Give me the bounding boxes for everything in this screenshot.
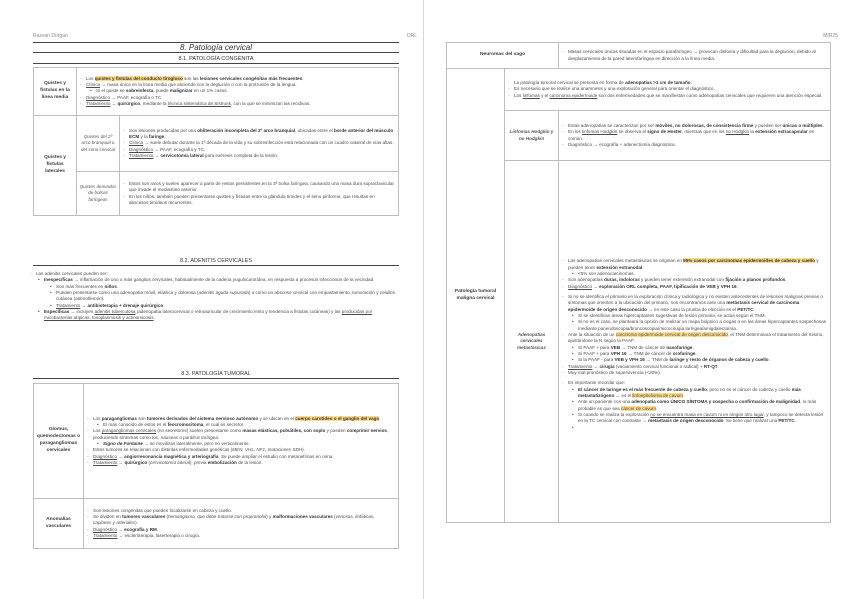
- list-item: - Masas cervicales únicas situadas en el espacio parafaríngeo → provocan disfonía y dificultad para la deglución, debido al desplazamiento de la pared laterofaríngea en dirección a la línea media.: [562, 49, 826, 62]
- list-item: - Clínica → masa única en la línea media que asciende con la deglución o con la protrusión de la lengua. • Si el quiste se sobreinfecta, puede malignizar en un 1% casos.: [80, 82, 394, 95]
- table-row: [447, 69, 831, 111]
- list-item: • Signo de Fontaine → se movilizan lateralmente, pero no verticalmente.: [97, 441, 394, 447]
- list-item: - Se dividen en tumores vasculares (hemangioma, que debe tratarse con propranolol) y malformaciones vasculares (venosas, linfáticas, capilares y arteriales).: [87, 514, 394, 527]
- list-item: - Los paragangliomas cervicales (no secretores) suelen presentarse como masas elásticas, pulsátiles, con soplo y pueden comprimir nervios, produciendo síntomas como tos, náuseas o parálisis laríngea. • Signo de Fontaine → se movilizan lateralmente, pero no verticalmente.: [87, 428, 394, 447]
- row-content: [84, 384, 399, 499]
- list-item: • Ante un paciente con una adenopatía como ÚNICO SÍNTOMA y sospecha o confirmación de malignidad, lo más probable es que sea cáncer de cavum.: [572, 399, 826, 412]
- table-row: [447, 161, 831, 523]
- table-row: [34, 116, 399, 172]
- row-label: Anomalías vasculares: [34, 499, 84, 549]
- list-item: • Si PAAF + para VPH 16 → TNM de cáncer de orofaringe.: [572, 351, 826, 357]
- row-content: [120, 116, 399, 172]
- list-item: - Es necesario que se realice una anamnesis y una exploración general para orientar el diagnóstico.: [508, 86, 826, 92]
- list-item: • El cáncer de laringe es el más frecuente de cabeza y cuello, pero no es el cáncer de cabeza y cuello más metastatizógeno → es el linfoepitelioma de cavum.: [572, 387, 826, 400]
- row-content: [559, 111, 831, 161]
- list-item: • Si cuando se realiza la exploración no se encuentra masa en cavum ni en ningún otro lugar, y tampoco se detecta lesión en la TC cervical con contraste → metástasis de origen desconocido. Se tiene que realizar una PET/TC.: [572, 412, 826, 425]
- table-row: [34, 384, 399, 499]
- list-item: - En los linfomas Hodgkin se observa el signo de Hoster, mientras que en los no Hodgkin la extensión extracapsular es común.: [562, 129, 826, 142]
- right-page: [424, 0, 848, 599]
- list-item: - Tratamiento → cirugía (vaciamiento cervical funcional o radical) + RT-QT.: [562, 364, 826, 370]
- table-maligna: [446, 42, 831, 523]
- brand-label: MIR25: [823, 33, 838, 39]
- row-label: Glomus, quemodectomas o paragangliomas cervicales: [34, 384, 84, 499]
- list-item: - Tratamiento → quirúrgico, mediante la técnica sistemática de Sistrunk, con la que se minimizan las recidivas.: [80, 101, 394, 107]
- row-content: [84, 499, 399, 549]
- list-item: - Estos son raros y suelen aparecer a partir de restos persistentes en la 3ª bolsa faríngea, causando una masa dura supraclavicular que invade el mediastino anterior.: [123, 181, 394, 194]
- list-item: - Si no se identifica el primario en la exploración clínica y radiológica y no existen antecedentes de lesiones malignas previas o síntomas que orienten a la ubicación del primario, nos encontramos ante una metástasis cervical de carcinoma epidermoide de origen desconocido → en este caso la prueba de elección es el PET/TC. • Si se identifican áreas hipercaptantes sugestivas de lesión primaria, se actúa según el TNM. • Si no es el caso, se planteará la opción de realizar un mapa biópsico a ciegas o en las áreas hipercaptantes sospechosas mediante panendoscopia/broncoscopia/microcirugía laríngea/amigdalectomía.: [562, 294, 826, 332]
- row-content: [120, 172, 399, 216]
- row-content: [559, 161, 831, 523]
- list-item: - Las adenitis cervicales pueden ser:: [30, 271, 400, 277]
- list-item: - Diagnóstico → ecografía y RM.: [87, 527, 394, 533]
- list-item: - Son lesiones producidas por una obliteración incompleta del 2º arco branquial, ubicadas entre el borde anterior del músculo ECM y la faringe.: [123, 128, 394, 141]
- list-item: - Diagnóstico → ecografía + adenectomía diagnóstica.: [562, 142, 826, 148]
- list-item: - Son lesiones congénitas que pueden localizarse en cabeza y cuello.: [87, 508, 394, 514]
- row-content: [77, 68, 399, 116]
- list-item: - Diagnóstico → PAAF, ecografía o TC.: [80, 95, 394, 101]
- list-item: - Estos tumores se relacionan con distintas enfermedades genéticas (MEN, VHL, NF1, mutaciones SDH).: [87, 447, 394, 453]
- list-item: - Es importante recordar que: • El cáncer de laringe es el más frecuente de cabeza y cuello, pero no es el cáncer de cabeza y cuello más metastatizógeno → es el linfoepitelioma de cavum. • Ante un paciente con una adenopatía como ÚNICO SÍNTOMA y sospecha o confirmación de malignidad, lo más probable es que sea cáncer de cavum. • Si cuando se realiza la exploración no se encuentra masa en cavum ni en ningún otro lugar, y tampoco se detecta lesión en la TC cervical con contraste → metástasis de origen desconocido. Se tiene que realizar una PET/TC.: [562, 380, 826, 424]
- list-item: - Tratamiento → quirúrgico (cervicotomía lateral), previa embolización de la lesión.: [87, 460, 394, 466]
- row-content: [559, 43, 831, 69]
- list-item: - Muy mal pronóstico de supervivencia (<20%).: [562, 370, 826, 376]
- topic-label: ORL: [406, 33, 417, 39]
- list-item: • Si la PAAF - para VEB y VPH 16 → TNM de laringe y resto de órganos de cabeza y cuello.: [572, 357, 826, 363]
- list-item: - Estas adenopatías se caracterizan por ser móviles, no dolorosas, de consistencia firme y pueden ser únicas o múltiples.: [562, 123, 826, 129]
- list-item: • Pueden presentarse como una adenopatía móvil, elástica y dolorosa (adenitis aguda supurada) o como un absceso cervical con empastamiento, tumoración y celulitis cutánea (adenoflemón).: [50, 290, 400, 303]
- list-item: - Los paragangliomas son tumores derivados del sistema nervioso autónomo y se ubican en el cuerpo carotídeo o el ganglio del vago. • El más conocido de estos es el feocromocitoma, el cual es secretor.: [87, 416, 394, 429]
- list-item: - Diagnóstico → angiorresonancia magnética y arteriografía. Se puede ampliar el estudio con metanefrinas en orina.: [87, 454, 394, 460]
- list-item: • El más conocido de estos es el feocromocitoma, el cual es secretor.: [97, 422, 394, 428]
- row-label: Patología tumoral maligna cervical: [447, 69, 505, 523]
- table-row: [34, 499, 399, 549]
- row-sublabel: Quistes derivados de bolsas faríngeas: [77, 172, 120, 216]
- list-item: • Son más frecuentes en niños.: [50, 284, 400, 290]
- list-item: - Diagnóstico → PAAF, ecografía y TC.: [123, 147, 394, 153]
- row-label: Quistes y fístulas laterales: [34, 116, 77, 216]
- table-row: [34, 68, 399, 116]
- list-item: • <5% son adenocarcinomas.: [572, 271, 826, 277]
- list-item: - Ante la situación de un carcinoma epidermoide cervical de origen desconocido, el TNM determinará el tratamiento del mismo, ajustándose la N según la PAAF: • Si PAAF + para VEB → TNM de cáncer de nasofaringe. • Si PAAF + para VPH 16 → TNM de cáncer de orofaringe. • Si la PAAF - para VEB y VPH 16 → TNM de laringe y resto de órganos de cabeza y cuello.: [562, 332, 826, 364]
- table-tumoral: [33, 383, 399, 549]
- list-item: - Son adenopatías duras, indoloras y pueden tener extensión extranodal con fijación a planos profundos.: [562, 277, 826, 283]
- list-item: • Inespecíficas → inflamación de uno o más ganglios cervicales, habitualmente de la cadena yugulocarotídea, en respuesta a procesos infecciosos de la vecindad. • Son más frecuentes en niños. • Pueden presentarse como una adenopatía móvil, elástica y dolorosa (adenitis aguda supurada) o como un absceso cervical con empastamiento, tumoración y celulitis cutánea (adenoflemón). • Tratamiento → antibioterapia + drenaje quirúrgico.: [38, 277, 400, 309]
- list-item: - En los niños, también pueden presentarse quistes y fístulas entre la glándula tiroides y el seno piriforme, que resultan en abscesos tiroideos recurrentes.: [123, 194, 394, 207]
- table-row: [34, 172, 399, 216]
- list-item: • Si el quiste se sobreinfecta, puede malignizar en un 1% casos.: [90, 88, 394, 94]
- list-item: - Tratamiento → escleroterapia, láserterapia o cirugía.: [87, 533, 394, 539]
- list-item: - La patología tumoral cervical se presenta en forma de adenopatías >1 cm de tamaño.: [508, 80, 826, 86]
- list-item: • Si no es el caso, se planteará la opción de realizar un mapa biópsico a ciegas o en las áreas hipercaptantes sospechosas mediante panendoscopia/broncoscopia/microcirugía laríngea/amigdalectomía.: [572, 319, 826, 332]
- row-label: Neuromas del vago: [447, 43, 559, 69]
- row-content: [505, 69, 831, 111]
- row-sublabel: Linfomas Hodgkin y no Hodgkin: [505, 111, 559, 161]
- row-sublabel: Quistes del 2º arco branquial o del seno cervical: [77, 116, 120, 172]
- list-item: • Específicas → incluyen adenitis tuberculosa (adenopatía laterocervical o retroauricular de crecimiento lento y tendencia a fistulas cutáneas) y las producidas por micobacterias atípicas, toxoplasmosis y actinomicosis.: [38, 309, 400, 322]
- list-item: - Las adenopatías cervicales metastásicas se originan en 95% casos por carcinomas epidermoides de cabeza y cuello y pueden tener extensión extranodal. • <5% son adenocarcinomas.: [562, 258, 826, 277]
- heading-adenitis: 8.2. ADENITIS CERVICALES: [33, 258, 399, 266]
- list-item: • Si PAAF + para VEB → TNM de cáncer de nasofaringe.: [572, 345, 826, 351]
- row-sublabel: Adenopatías cervicales metastásicas: [505, 161, 559, 523]
- list-item: - Tratamiento → cervicotomía lateral para exéresis completa de la lesión.: [123, 153, 394, 159]
- list-item: - Diagnóstico → exploración ORL completa, PAAF, tipificación de VEB y VPH 16.: [562, 284, 826, 290]
- adenitis-text: [30, 271, 400, 322]
- row-label: Quistes y fístulas en la línea media: [34, 68, 77, 116]
- list-item: • Tratamiento → antibioterapia + drenaje quirúrgico.: [50, 303, 400, 309]
- table-row: [447, 111, 831, 161]
- list-item: - Los linfomas y el carcinoma epidermoide son dos enfermedades que se manifiestan como adenopatías cervicales que requieren una atención especial.: [508, 93, 826, 99]
- table-row: [447, 43, 831, 69]
- list-item: - Los quistes y fístulas del conducto tirogloso son las lesiones cervicales congénitas más frecuentes.: [80, 76, 394, 82]
- list-item: - Clínica → suele debutar durante la 1ª década de la vida y su sobreinfección está relacionada con un cuadro catarral de vías altas.: [123, 140, 394, 146]
- table-congenita: [33, 67, 399, 216]
- heading-congenita: 8.1. PATOLOGÍA CONGÉNITA: [33, 56, 399, 64]
- author-name: Razvan Dorgan: [33, 33, 68, 39]
- list-item: • Si se identifican áreas hipercaptantes sugestivas de lesión primaria, se actúa según el TNM.: [572, 313, 826, 319]
- heading-tumoral: 8.3. PATOLOGÍA TUMORAL: [33, 371, 399, 379]
- page-title: 8. Patología cervical: [33, 42, 399, 53]
